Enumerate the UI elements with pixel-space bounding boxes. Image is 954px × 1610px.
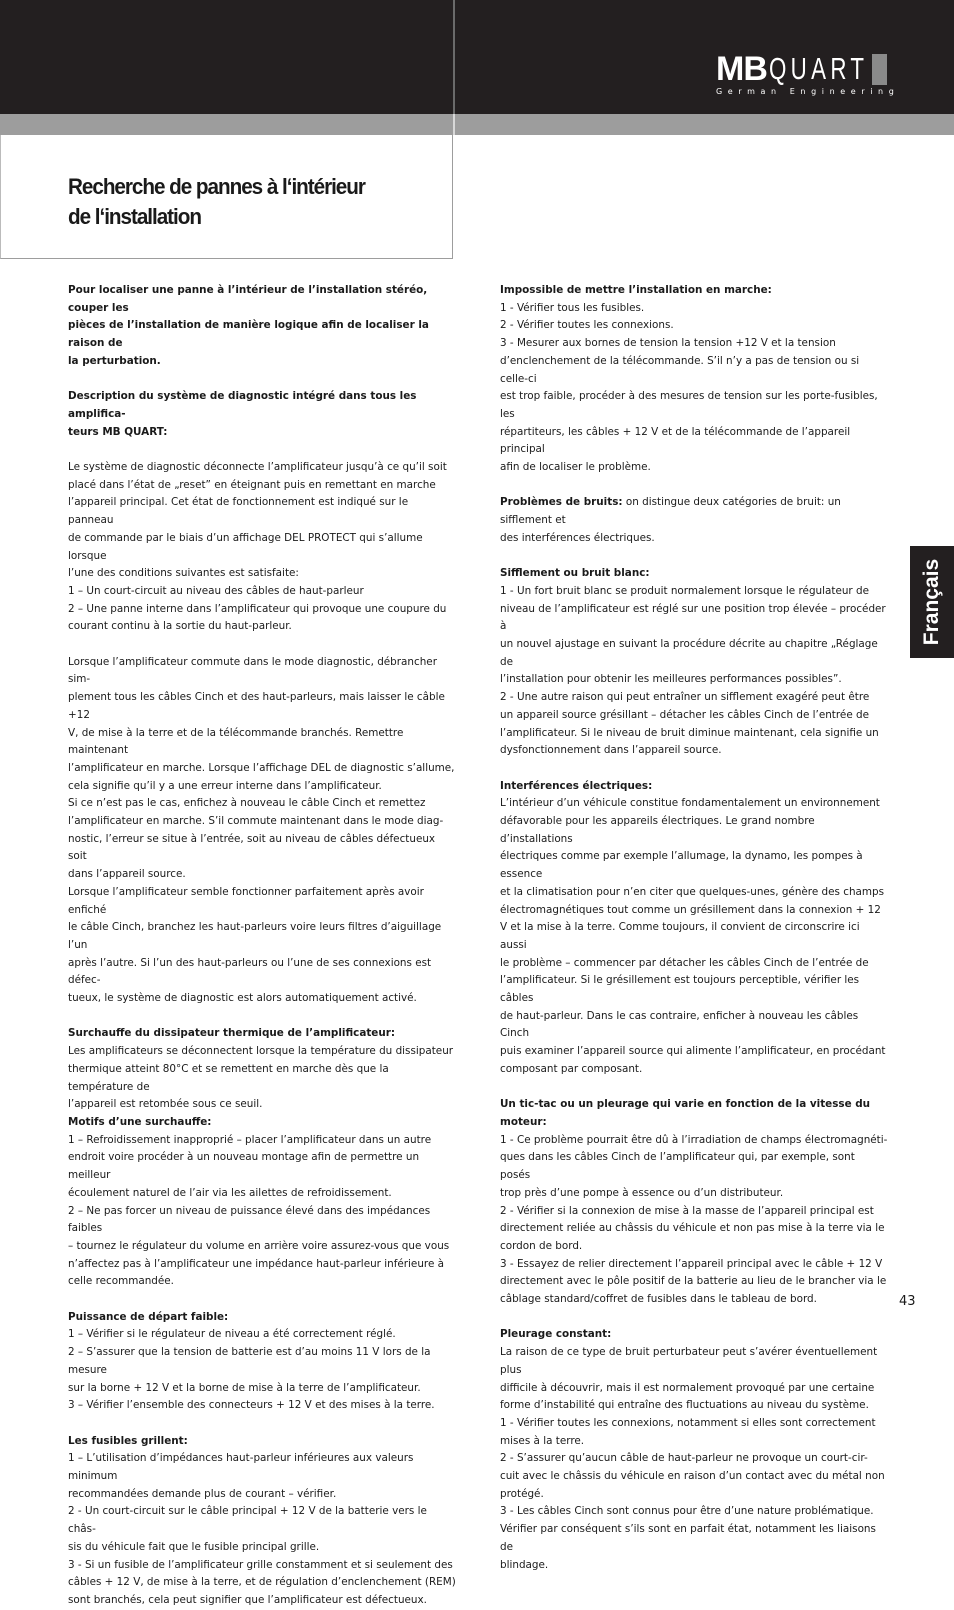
paragraph: La raison de ce type de bruit perturbateur peut s’avérer éventuellement plus difficile à découvrir, mais il est normalement provoqué par une certaine forme d’instabilité qui entraîne des fluctuations au niveau du système. 1 - Vérifier toutes les connexions, notamment si elles sont correctement mises à la terre. 2 - S’assurer qu’aucun câble de haut-parleur ne provoque un court-cir- cuit avec le châssis du véhicule en raison d’un contact avec du métal non protégé. 3 - Les câbles Cinch sont connus pour être d’une nature problématique. Vérifier par conséquent s’ils sont en parfait état, notamment les liaisons de blindage. xyxy=(500,1346,885,1571)
logo-quart: QUART xyxy=(768,51,869,86)
page-number: 43 xyxy=(899,1294,916,1309)
brand-logo xyxy=(716,50,907,96)
paragraph-gap xyxy=(68,441,456,459)
page-title-line1: Recherche de pannes à l‘intérieur xyxy=(68,174,365,199)
language-tab xyxy=(910,546,954,658)
page-title-line2: de l‘installation xyxy=(68,204,201,229)
paragraph-gap xyxy=(500,760,888,778)
paragraph: Le système de diagnostic déconnecte l’amplificateur jusqu’à ce qu’il soit placé dans l’état de „reset” en éteignant puis en remettant en marche l’appareil principal. Cet état de fonctionnement est indiqué sur le panneau de commande par le biais d’un affichage DEL PROTECT qui s’allume lorsque l’une des conditions suivantes est satisfaite: 1 – Un court-circuit au niveau des câbles de haut-parleur 2 – Une panne interne dans l’amplificateur qui provoque une coupure du courant continu à la sortie du haut-parleur. xyxy=(68,461,447,633)
paragraph: 1 – Vérifier si le régulateur de niveau a été correctement réglé. 2 – S’assurer que la tension de batterie est d’au moins 11 V lors de la mesure sur la borne + 12 V et la borne de mise à la terre de l’amplificateur. 3 – Vérifier l’ensemble des connecteurs + 12 V et des mises à la terre. xyxy=(68,1328,435,1412)
logo-tagline: German Engineering xyxy=(716,87,900,96)
paragraph-gap xyxy=(68,371,456,389)
paragraph-gap xyxy=(500,477,888,495)
paragraph-gap xyxy=(68,636,456,654)
left-column xyxy=(68,282,456,1610)
section-heading: Pour localiser une panne à l’intérieur de l’installation stéréo, couper les pièces de l’installation de manière logique afin de localiser la raison de la perturbation. xyxy=(68,284,429,367)
paragraph-gap xyxy=(500,1079,888,1097)
gray-band-divider xyxy=(453,114,455,135)
paragraph: Lorsque l’amplificateur commute dans le mode diagnostic, débrancher sim- plement tous les câbles Cinch et des haut-parleurs, mais laisser le câble +12 V, de mise à la terre et de la télécommande branchés. Remettre maintenant l’amplificateur en marche. Lorsque l’affichage DEL de diagnostic s’allume, cela signifie qu’il y a une erreur interne dans l’amplificateur. Si ce n’est pas le cas, enfichez à nouveau le câble Cinch et remettez l’amplificateur en marche. S’il commute maintenant dans le mode diag- nostic, l’erreur se situe à l’entrée, soit au niveau de câbles défectueux soit dans l’appareil source. Lorsque l’amplificateur semble fonctionner parfaitement après avoir enfiché le câble Cinch, branchez les haut-parleurs voire leurs filtres d’aiguillage l’un après l’autre. Si l’un des haut-parleurs ou l’une de ses connexions est défec- tueux, le système de diagnostic est alors automatiquement activé. xyxy=(68,655,455,1005)
paragraph: 1 – Refroidissement inapproprié – placer l’amplificateur dans un autre endroit voire procéder à un nouveau montage afin de permettre un meilleur écoulement naturel de l’air via les ailettes de refroidissement. 2 – Ne pas forcer un niveau de puissance élevé dans des impédances faibles – tournez le régulateur du volume en arrière voire assurez-vous que vous n’affectez pas à l’amplificateur une impédance haut-parleur inférieure à celle recommandée. xyxy=(68,1133,450,1288)
language-tab-label: Français xyxy=(920,558,943,646)
paragraph-gap xyxy=(68,1415,456,1433)
paragraph-gap xyxy=(500,1309,888,1327)
section-heading: Motifs d’une surchauffe: xyxy=(68,1115,212,1128)
right-column xyxy=(500,282,888,1574)
paragraph-gap xyxy=(500,548,888,566)
gray-band xyxy=(0,114,954,135)
paragraph: 1 - Un fort bruit blanc se produit normalement lorsque le régulateur de niveau de l’amplificateur est réglé sur une position trop élevée – procéder à un nouvel ajustage en suivant la procédure décrite au chapitre „Réglage de l’installation pour obtenir les meilleures performances possibles”. 2 - Une autre raison qui peut entraîner un sifflement exagéré peut être un appareil source grésillant – détacher les câbles Cinch de l’entrée de l’amplificateur. Si le niveau de bruit diminue maintenant, cela signifie un dysfonctionnement dans l’appareil source. xyxy=(500,584,886,757)
paragraph xyxy=(500,494,888,547)
section-heading: Impossible de mettre l’installation en marche: xyxy=(500,284,772,296)
logo-block xyxy=(872,54,887,85)
paragraph: 1 - Vérifier tous les fusibles. 2 - Vérifier toutes les connexions. 3 - Mesurer aux bornes de tension la tension +12 V et la tension d’enclenchement de la télécommande. S’il n’y a pas de tension ou si celle-ci est trop faible, procéder à des mesures de tension sur les porte-fusibles, les répartiteurs, les câbles + 12 V et de la télécommande de l’appareil principal afin de localiser le problème. xyxy=(500,301,878,474)
paragraph-text: on distingue deux catégories de bruit: un sifflement et des interférences électriques. xyxy=(500,496,841,544)
paragraph: L’intérieur d’un véhicule constitue fondamentalement un environnement défavorable pour les appareils électriques. Le grand nombre d’installations électriques comme par exemple l’allumage, la dynamo, les pompes à essence et la climatisation pour n’en citer que quelques-unes, génère des champs électromagnétiques tout comme un grésillement dans la connexion + 12 V et la mise à la terre. Comme toujours, il convient de circonscrire ici aussi le problème – commencer par détacher les câbles Cinch de l’entrée de l’amplificateur. Si le grésillement est toujours perceptible, vérifier les câbles de haut-parleur. Dans le cas contraire, enficher à nouveau les câbles Cinch puis examiner l’appareil source qui alimente l’amplificateur, en procédant composant par composant. xyxy=(500,797,886,1075)
section-heading: Pleurage constant: xyxy=(500,1328,612,1341)
paragraph-gap xyxy=(68,1008,456,1026)
section-heading: Surchauffe du dissipateur thermique de l’amplificateur: xyxy=(68,1027,396,1040)
paragraph: 1 - Ce problème pourrait être dû à l’irradiation de champs électromagnéti- ques dans les câbles Cinch de l’amplificateur qui, par exemple, sont posés trop près d’une pompe à essence ou d’un distributeur. 2 - Vérifier si la connexion de mise à la masse de l’appareil principal est directement reliée au châssis du véhicule et non pas mise à la terre via le cordon de bord. 3 - Essayez de relier directement l’appareil principal avec le câble + 12 V directement avec le pôle positif de la batterie au lieu de le brancher via le câblage standard/coffret de fusibles dans le tableau de bord. xyxy=(500,1133,888,1306)
logo-mb: MB xyxy=(716,50,767,88)
section-heading: Sifflement ou bruit blanc: xyxy=(500,567,650,580)
section-heading: Interférences électriques: xyxy=(500,779,653,792)
page-title xyxy=(68,172,365,232)
paragraph: Les amplificateurs se déconnectent lorsque la température du dissipateur thermique atteint 80°C et se remettent en marche dès que la température de l’appareil est retombée sous ce seuil. xyxy=(68,1045,454,1111)
header-divider xyxy=(453,0,455,114)
section-heading: Puissance de départ faible: xyxy=(68,1310,229,1323)
paragraph: 1 – L’utilisation d’impédances haut-parleur inférieures aux valeurs minimum recommandées demande plus de courant – vérifier. 2 - Un court-circuit sur le câble principal + 12 V de la batterie vers le châs- sis du véhicule fait que le fusible principal grille. 3 - Si un fusible de l’amplificateur grille constamment et si seulement des câbles + 12 V, de mise à la terre, et de régulation d’enclenchement (REM) sont branchés, cela peut signifier que l’amplificateur est défectueux. xyxy=(68,1452,456,1606)
inline-heading: Problèmes de bruits: xyxy=(500,496,623,509)
section-heading: Description du système de diagnostic intégré dans tous les amplifica- teurs MB QUART: xyxy=(68,390,417,438)
paragraph-gap xyxy=(68,1291,456,1309)
section-heading: Les fusibles grillent: xyxy=(68,1434,188,1447)
section-heading: Un tic-tac ou un pleurage qui varie en fonction de la vitesse du moteur: xyxy=(500,1098,871,1128)
